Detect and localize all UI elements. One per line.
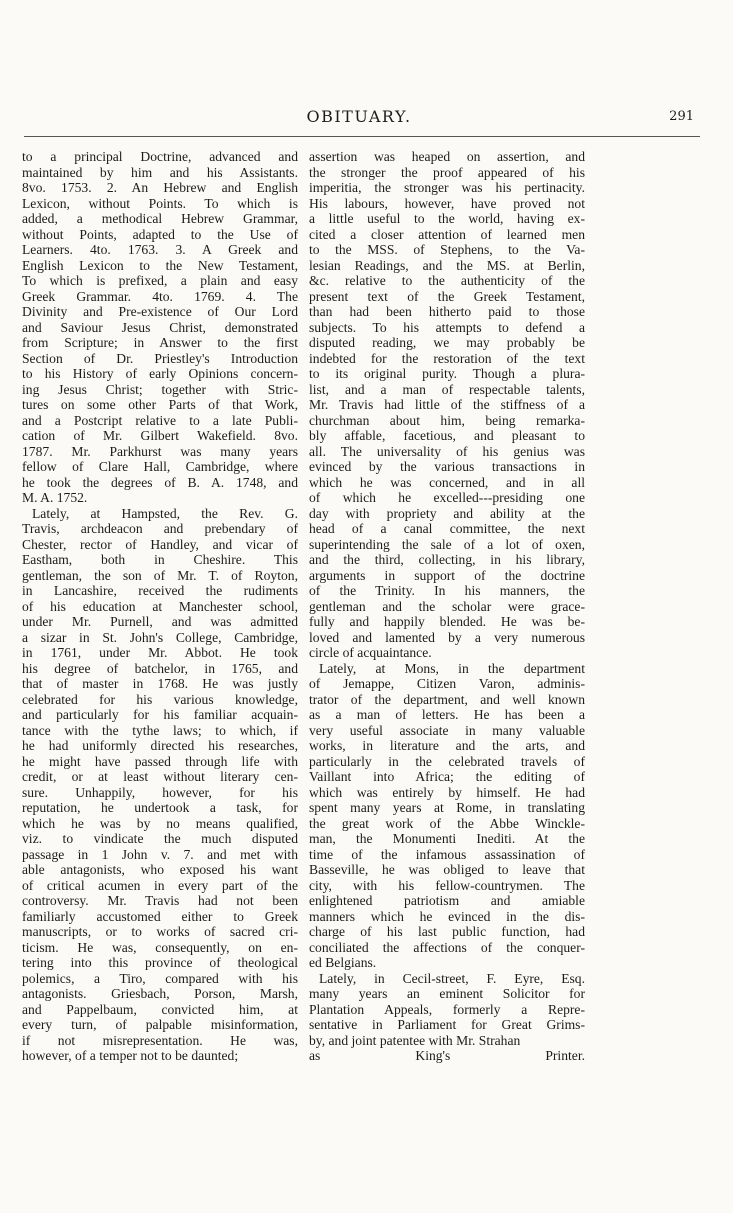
text-line: Lately, at Hampsted, the Rev. G. (32, 505, 298, 521)
text-line: Learners. 4to. 1763. 3. A Greek and (22, 242, 298, 257)
text-line: if not misrepresentation. He was, (22, 1032, 298, 1048)
text-line: of his education at Manchester school, (22, 598, 298, 614)
text-line: to his History of early Opinions concern- (22, 366, 298, 381)
text-line: viz. to vindicate the much disputed (22, 831, 298, 846)
text-line: gentleman, the son of Mr. T. of Royton, (22, 567, 298, 583)
text-line: 8vo. 1753. 2. An Hebrew and English (22, 180, 298, 195)
text-line: controversy. Mr. Travis had not been (22, 893, 298, 908)
text-line: head of a canal committee, the next (309, 521, 585, 536)
text-line: and the third, collecting, in his library, (309, 552, 585, 567)
text-line: and Saviour Jesus Christ, demonstrated (22, 319, 298, 335)
text-line: he might have passed through life with (22, 753, 298, 769)
text-line: many years an eminent Solicitor for (309, 986, 585, 1001)
text-line: subjects. To his attempts to defend a (309, 319, 585, 335)
text-line: superintending the sale of a lot of oxen, (309, 536, 585, 552)
text-line: Mr. Travis had little of the stiffness of a (309, 397, 585, 412)
text-line: To which is prefixed, a plain and easy (22, 273, 298, 288)
text-line: tering into this province of theological (22, 955, 298, 970)
text-line: works, in literature and the arts, and (309, 738, 585, 753)
text-line: Lately, in Cecil-street, F. Eyre, Esq. (319, 970, 585, 986)
text-line: as King's Printer. (309, 1048, 585, 1063)
text-line: that of master in 1768. He was justly (22, 676, 298, 691)
text-line: by, and joint patentee with Mr. Strahan (309, 1032, 521, 1048)
page-header (24, 107, 694, 133)
text-line: tance with the tythe laws; to which, if (22, 722, 298, 738)
text-line: man, the Monumenti Inediti. At the (309, 831, 585, 846)
text-line: English Lexicon to the New Testament, (22, 257, 298, 273)
text-line: and a Postcript relative to a late Publi- (22, 412, 298, 428)
right-column (309, 149, 585, 1064)
text-line: enlightened patriotism and amiable (309, 893, 585, 908)
text-line: ed Belgians. (309, 955, 377, 970)
text-line: the great work of the Abbe Winckle- (309, 815, 585, 831)
text-line: which he was by no means qualified, (22, 815, 298, 831)
text-line: charge of his last public function, had (309, 924, 585, 939)
text-line: Greek Grammar. 4to. 1769. 4. The (22, 288, 298, 304)
text-line: Travis, archdeacon and prebendary of (22, 521, 298, 536)
text-line: cited a closer attention of learned men (309, 226, 585, 242)
text-line: gentleman and the scholar were grace- (309, 598, 585, 614)
text-line: to a principal Doctrine, advanced and (22, 149, 298, 164)
text-line: in Lancashire, received the rudiments (22, 583, 298, 598)
text-line: the stronger the proof appeared of his (309, 164, 585, 180)
text-line: credit, or at least without literary cen- (22, 769, 298, 784)
text-line: which he was concerned, and in all (309, 474, 585, 490)
text-line: Basseville, he was obliged to leave that (309, 862, 585, 877)
text-line: tures on some other Parts of that Work, (22, 397, 298, 412)
text-line: ticism. He was, consequently, on en- (22, 939, 298, 955)
text-line: Chester, rector of Handley, and vicar of (22, 536, 298, 552)
text-line: conciliated the affections of the conquer- (309, 939, 585, 955)
text-line: disputed reading, we may probably be (309, 335, 585, 350)
text-line: a little useful to the world, having ex- (309, 211, 585, 226)
text-line: from Scripture; in Answer to the first (22, 335, 298, 350)
text-line: as a man of letters. He has been a (309, 707, 585, 722)
text-line: a sizar in St. John's College, Cambridge, (22, 629, 298, 645)
text-line: he took the degrees of B. A. 1748, and (22, 474, 298, 490)
text-line: polemics, a Tiro, compared with his (22, 970, 298, 986)
text-line: under Mr. Purnell, and was admitted (22, 614, 298, 629)
text-line: time of the infamous assassination of (309, 846, 585, 862)
text-line: to the MSS. of Stephens, to the Va- (309, 242, 585, 257)
text-line: Eastham, both in Cheshire. This (22, 552, 298, 567)
text-line: bly affable, facetious, and pleasant to (309, 428, 585, 443)
text-line: lesian Readings, and the MS. at Berlin, (309, 257, 585, 273)
text-line: loved and lamented by a very numerous (309, 629, 585, 645)
text-line: passage in 1 John v. 7. and met with (22, 846, 298, 862)
text-line: however, of a temper not to be daunted; (22, 1048, 239, 1063)
text-line: reputation, he undertook a task, for (22, 800, 298, 815)
text-line: evinced by the various transactions in (309, 459, 585, 474)
text-line: M. A. 1752. (22, 490, 88, 505)
text-line: sentative in Parliament for Great Grims- (309, 1017, 585, 1032)
text-line: manners which he evinced in the dis- (309, 908, 585, 924)
text-line: Vaillant into Africa; the editing of (309, 769, 585, 784)
text-line: circle of acquaintance. (309, 645, 432, 660)
text-line: in 1761, under Mr. Abbot. He took (22, 645, 298, 660)
text-line: Section of Dr. Priestley's Introduction (22, 350, 298, 366)
text-line: his degree of batchelor, in 1765, and (22, 660, 298, 676)
text-line: Divinity and Pre-existence of Our Lord (22, 304, 298, 319)
text-line: familiarly accustomed either to Greek (22, 908, 298, 924)
text-line: cation of Mr. Gilbert Wakefield. 8vo. (22, 428, 298, 443)
text-line: able antagonists, who exposed his want (22, 862, 298, 877)
text-line: added, a methodical Hebrew Grammar, (22, 211, 298, 226)
text-line: present text of the Greek Testament, (309, 288, 585, 304)
left-column (22, 149, 298, 1064)
text-line: maintained by him and his Assistants. (22, 164, 298, 180)
text-line: fellow of Clare Hall, Cambridge, where (22, 459, 298, 474)
text-line: and Pappelbaum, convicted him, at (22, 1001, 298, 1017)
text-line: to its original purity. Though a plura- (309, 366, 585, 381)
text-line: ing Jesus Christ; together with Stric- (22, 381, 298, 397)
text-line: Lexicon, without Points. To which is (22, 195, 298, 211)
text-line: list, and a man of respectable talents, (309, 381, 585, 397)
text-line: Plantation Appeals, formerly a Repre- (309, 1001, 585, 1017)
text-line: manuscripts, or to works of sacred cri- (22, 924, 298, 939)
text-line: day with propriety and ability at the (309, 505, 585, 521)
text-line: indebted for the restoration of the text (309, 350, 585, 366)
text-line: of critical acumen in every part of the (22, 877, 298, 893)
text-line: imperitia, the stronger was his pertinacity. (309, 180, 585, 195)
text-line: 1787. Mr. Parkhurst was many years (22, 443, 298, 459)
text-line: His labours, however, have proved not (309, 195, 585, 211)
text-line: and particularly for his familiar acquain- (22, 707, 298, 722)
text-line: very useful associate in many valuable (309, 722, 585, 738)
text-line: of the Trinity. In his manners, the (309, 583, 585, 598)
text-line: all. The universality of his genius was (309, 443, 585, 459)
text-line: trator of the department, and well known (309, 691, 585, 707)
text-line: fully and happily blended. He was be- (309, 614, 585, 629)
text-line: of Jemappe, Citizen Varon, adminis- (309, 676, 585, 691)
text-line: sure. Unhappily, however, for his (22, 784, 298, 800)
text-line: he had uniformly directed his researches, (22, 738, 298, 753)
text-line: spent many years at Rome, in translating (309, 800, 585, 815)
text-line: arguments in support of the doctrine (309, 567, 585, 583)
text-line: than had been hitherto paid to those (309, 304, 585, 319)
text-line: particularly in the celebrated travels of (309, 753, 585, 769)
text-line: &c. relative to the authenticity of the (309, 273, 585, 288)
page-title: OBITUARY. (306, 107, 412, 126)
text-line: antagonists. Griesbach, Porson, Marsh, (22, 986, 298, 1001)
text-line: city, with his fellow-countrymen. The (309, 877, 585, 893)
text-line: churchman about him, being remarka- (309, 412, 585, 428)
text-line: without Points, adapted to the Use of (22, 226, 298, 242)
text-line: Lately, at Mons, in the department (319, 660, 585, 676)
header-rule (24, 136, 700, 137)
text-line: celebrated for his various knowledge, (22, 691, 298, 707)
text-line: every turn, of palpable misinformation, (22, 1017, 298, 1032)
page-number: 291 (669, 109, 694, 124)
text-line: which was entirely by himself. He had (309, 784, 585, 800)
text-line: assertion was heaped on assertion, and (309, 149, 585, 164)
text-line: of which he excelled---presiding one (309, 490, 585, 505)
